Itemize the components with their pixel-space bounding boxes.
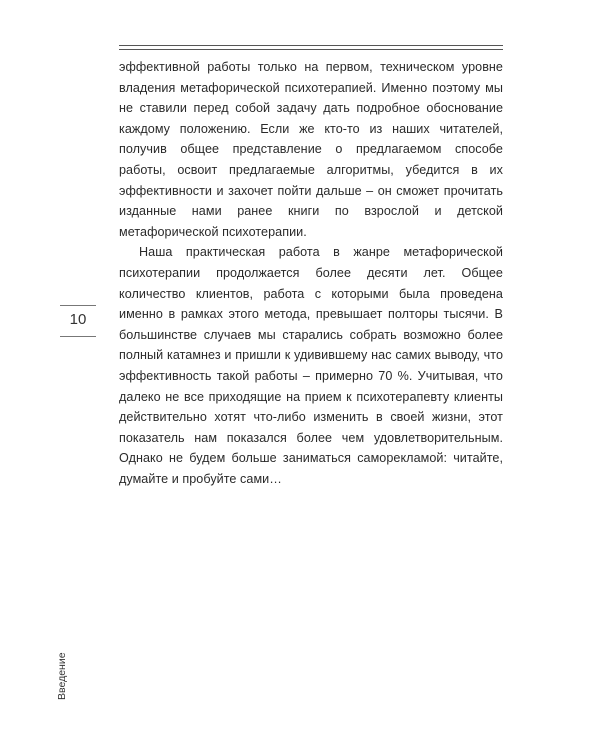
header-rule-bottom	[119, 49, 503, 50]
header-rule-top	[119, 45, 503, 46]
section-running-head: Введение	[56, 652, 68, 700]
body-text	[119, 57, 503, 489]
page-number-rule-top	[60, 305, 96, 306]
paragraph-continued: эффективной работы только на первом, техническом уровне владения метафорической психотерапией. Именно поэтому мы не ставили перед собой задачу дать подробное обоснование каждому положению. Если же кто-то из наших читателей, получив общее представление о предлагаемом способе работы, освоит предлагаемые алгоритмы, убедится в их эффективности и захочет пойти дальше – он сможет прочитать изданные нами ранее книги по взрослой и детской метафорической психотерапии.	[119, 60, 503, 239]
page-number: 10	[69, 311, 87, 328]
page-number-rule-bottom	[60, 336, 96, 337]
paragraph: Наша практическая работа в жанре метафорической психотерапии продолжается более десяти лет. Общее количество клиентов, работа с которыми была проведена именно в рамках этого метода, превышает полторы тысячи. В большинстве случаев мы старались собрать возможно более полный катамнез и пришли к удивившему нас самих выводу, что эффективность такой работы – примерно 70 %. Учитывая, что далеко не все приходящие на прием к психотерапевту клиенты действительно хотят что-либо изменить в своей жизни, этот показатель нам показался более чем удовлетворительным. Однако не будем больше заниматься саморекламой: читайте, думайте и пробуйте сами…	[119, 245, 503, 486]
